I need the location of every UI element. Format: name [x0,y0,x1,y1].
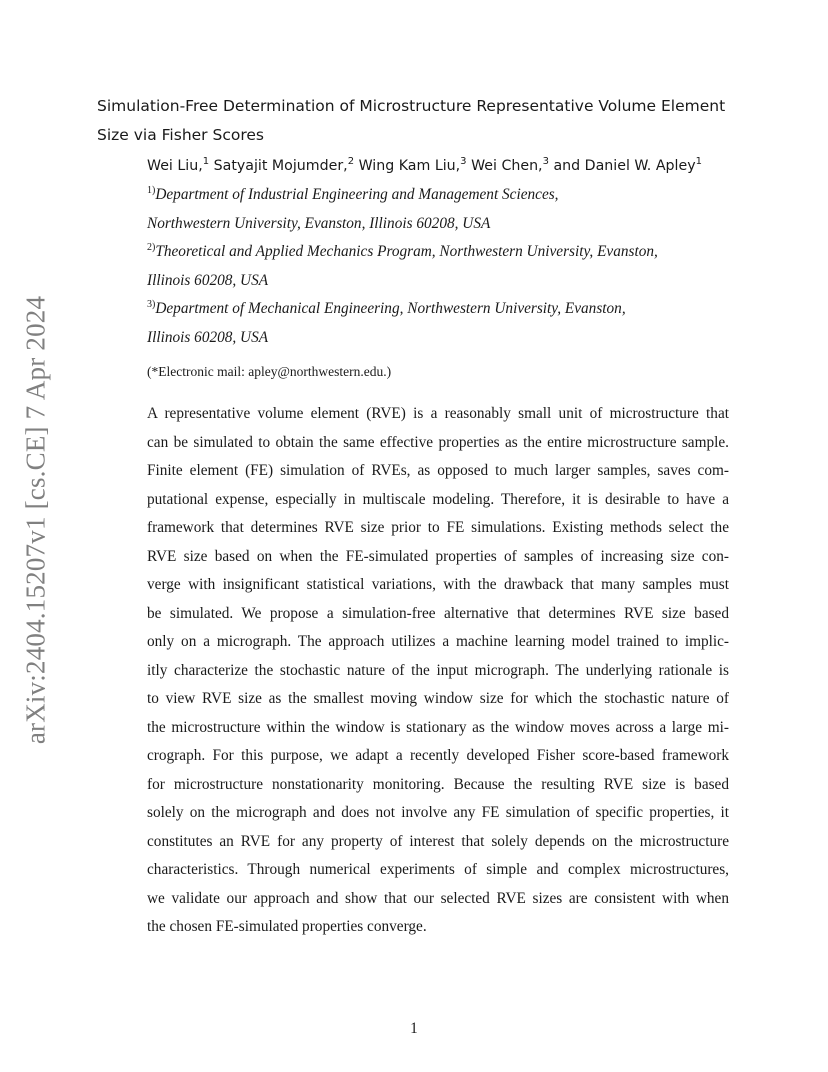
author-affiliation-mark: 1 [202,156,210,167]
abstract-line: framework that determines RVE size prior to FE simulations. Existing methods select the [147,519,729,536]
affiliation-line [147,238,658,267]
title-line: Simulation-Free Determination of Microstructure Representative Volume Element [97,97,726,115]
affiliation-text: Department of Mechanical Engineering, Northwestern University, Evanston, [155,300,626,317]
author-name: Satyajit Mojumder, [213,158,348,174]
affiliation-line [147,324,658,353]
author-name: and Daniel W. Apley [553,158,696,174]
affiliation-text: Northwestern University, Evanston, Illinois 60208, USA [147,214,491,232]
abstract-line: solely on the micrograph and does not involve any FE simulation of specific properties, it [147,804,729,821]
abstract-line: A representative volume element (RVE) is a reasonably small unit of microstructure that [147,405,729,422]
affiliation-text: Department of Industrial Engineering and Management Sciences, [155,186,559,203]
abstract-line: we validate our approach and show that our selected RVE sizes are consistent with when [147,889,729,907]
abstract [147,400,729,942]
affiliation-mark: 3) [147,299,156,310]
author-name: Wing Kam Liu, [358,158,461,174]
affiliation-line [147,181,658,210]
abstract-line: for microstructure nonstationarity monitoring. Because the resulting RVE size is based [147,775,729,793]
abstract-line: be simulated. We propose a simulation-free alternative that determines RVE size based [147,604,729,622]
affiliation-line [147,267,658,296]
affiliation-mark: 2) [147,242,156,253]
affiliation-list [147,181,658,352]
abstract-line: the microstructure within the window is stationary as the window moves across a large mi- [147,718,729,736]
abstract-line: verge with insignificant statistical variations, with the drawback that many samples must [147,576,729,593]
abstract-line: to view RVE size as the smallest moving window size for which the stochastic nature of [147,690,729,707]
title-line: Size via Fisher Scores [97,125,264,144]
affiliation-line [147,295,658,324]
abstract-line: can be simulated to obtain the same effective properties as the entire microstructure sample. [147,433,729,451]
paper-title [97,92,757,149]
arxiv-identifier: arXiv:2404.15207v1 [cs.CE] 7 Apr 2024 [20,295,51,745]
abstract-line: crograph. For this purpose, we adapt a recently developed Fisher score-based framework [147,747,729,764]
author-list [147,152,702,180]
author-affiliation-mark: 3 [460,156,467,167]
affiliation-text: Theoretical and Applied Mechanics Program, Northwestern University, Evanston, [155,243,658,260]
affiliation-text: Illinois 60208, USA [147,328,269,346]
abstract-line: itly characterize the stochastic nature of the input micrograph. The underlying rationale is [147,661,729,679]
affiliation-text: Illinois 60208, USA [147,271,269,289]
author-name: Wei Liu, [147,158,203,174]
abstract-line: Finite element (FE) simulation of RVEs, as opposed to much larger samples, saves com- [147,462,729,479]
abstract-line: constitutes an RVE for any property of interest that solely depends on the microstructure [147,832,729,850]
page-number: 1 [410,1020,418,1037]
abstract-line: only on a micrograph. The approach utilizes a machine learning model trained to implic- [147,633,729,650]
affiliation-mark: 1) [147,185,156,196]
author-name: Wei Chen, [471,158,543,174]
abstract-line: characteristics. Through numerical experiments of simple and complex microstructures, [147,861,729,878]
author-affiliation-mark: 3 [542,156,549,167]
abstract-line: RVE size based on when the FE-simulated properties of samples of increasing size con- [147,547,729,565]
author-affiliation-mark: 2 [347,156,355,167]
corresponding-email: (*Electronic mail: apley@northwestern.edu.) [147,364,392,379]
abstract-line: putational expense, especially in multiscale modeling. Therefore, it is desirable to have a [147,490,729,508]
abstract-line: the chosen FE-simulated properties converge. [147,918,427,935]
affiliation-line [147,210,658,239]
author-affiliation-mark: 1 [695,156,702,167]
